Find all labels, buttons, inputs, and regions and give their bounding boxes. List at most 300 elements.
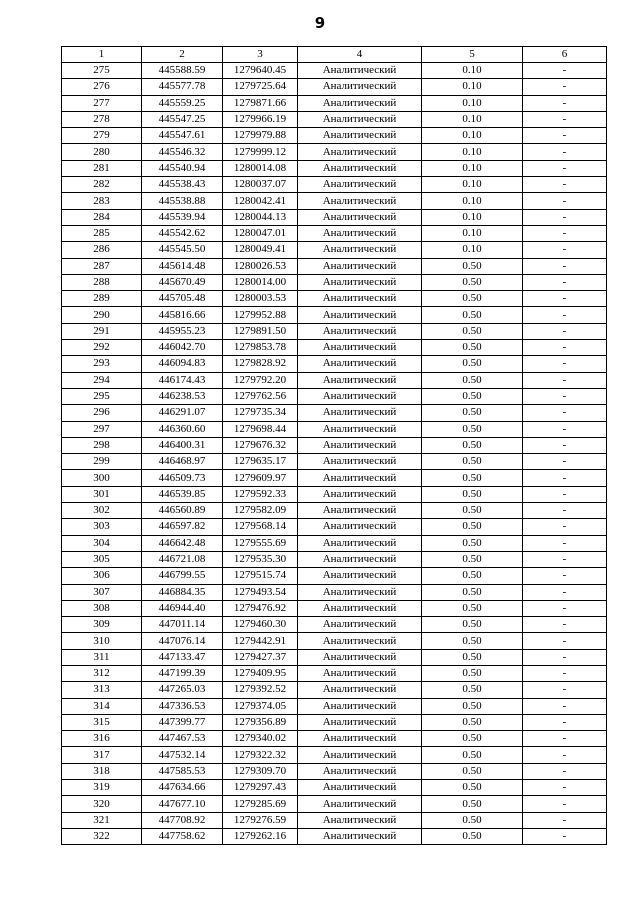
- point-number-cell: 293: [62, 356, 142, 372]
- x-coordinate-cell: 446360.60: [142, 421, 223, 437]
- point-number-cell: 283: [62, 193, 142, 209]
- point-number-cell: 319: [62, 780, 142, 796]
- y-coordinate-cell: 1279309.70: [223, 763, 298, 779]
- y-coordinate-cell: 1280014.00: [223, 274, 298, 290]
- method-cell: Аналитический: [298, 388, 422, 404]
- method-cell: Аналитический: [298, 160, 422, 176]
- description-cell: -: [523, 584, 607, 600]
- x-coordinate-cell: 445955.23: [142, 323, 223, 339]
- x-coordinate-cell: 446291.07: [142, 405, 223, 421]
- point-number-cell: 289: [62, 291, 142, 307]
- x-coordinate-cell: 445538.43: [142, 177, 223, 193]
- accuracy-cell: 0.50: [422, 682, 523, 698]
- table-row: [62, 682, 607, 698]
- description-cell: -: [523, 437, 607, 453]
- table-row: [62, 111, 607, 127]
- method-cell: Аналитический: [298, 796, 422, 812]
- description-cell: -: [523, 714, 607, 730]
- table-row: [62, 519, 607, 535]
- accuracy-cell: 0.50: [422, 258, 523, 274]
- method-cell: Аналитический: [298, 128, 422, 144]
- point-number-cell: 314: [62, 698, 142, 714]
- description-cell: -: [523, 503, 607, 519]
- accuracy-cell: 0.50: [422, 437, 523, 453]
- method-cell: Аналитический: [298, 812, 422, 828]
- y-coordinate-cell: 1279792.20: [223, 372, 298, 388]
- method-cell: Аналитический: [298, 144, 422, 160]
- accuracy-cell: 0.50: [422, 291, 523, 307]
- accuracy-cell: 0.50: [422, 340, 523, 356]
- x-coordinate-cell: 447265.03: [142, 682, 223, 698]
- description-cell: -: [523, 617, 607, 633]
- accuracy-cell: 0.50: [422, 600, 523, 616]
- table-row: [62, 665, 607, 681]
- point-number-cell: 320: [62, 796, 142, 812]
- y-coordinate-cell: 1279340.02: [223, 731, 298, 747]
- table-row: [62, 551, 607, 567]
- point-number-cell: 311: [62, 649, 142, 665]
- description-cell: -: [523, 63, 607, 79]
- x-coordinate-cell: 446597.82: [142, 519, 223, 535]
- x-coordinate-cell: 445540.94: [142, 160, 223, 176]
- description-cell: -: [523, 111, 607, 127]
- point-number-cell: 307: [62, 584, 142, 600]
- y-coordinate-cell: 1279635.17: [223, 454, 298, 470]
- table-row: [62, 388, 607, 404]
- description-cell: -: [523, 698, 607, 714]
- y-coordinate-cell: 1279442.91: [223, 633, 298, 649]
- point-number-cell: 303: [62, 519, 142, 535]
- table-row: [62, 747, 607, 763]
- accuracy-cell: 0.50: [422, 731, 523, 747]
- y-coordinate-cell: 1279698.44: [223, 421, 298, 437]
- table-row: [62, 63, 607, 79]
- description-cell: -: [523, 323, 607, 339]
- x-coordinate-cell: 447076.14: [142, 633, 223, 649]
- point-number-cell: 299: [62, 454, 142, 470]
- y-coordinate-cell: 1279999.12: [223, 144, 298, 160]
- description-cell: -: [523, 796, 607, 812]
- y-coordinate-cell: 1279285.69: [223, 796, 298, 812]
- table-row: [62, 828, 607, 844]
- accuracy-cell: 0.50: [422, 551, 523, 567]
- table-row: [62, 128, 607, 144]
- column-header: 6: [523, 47, 607, 63]
- accuracy-cell: 0.50: [422, 323, 523, 339]
- point-number-cell: 275: [62, 63, 142, 79]
- description-cell: -: [523, 535, 607, 551]
- accuracy-cell: 0.50: [422, 763, 523, 779]
- description-cell: -: [523, 274, 607, 290]
- x-coordinate-cell: 445705.48: [142, 291, 223, 307]
- column-header: 5: [422, 47, 523, 63]
- description-cell: -: [523, 242, 607, 258]
- point-number-cell: 318: [62, 763, 142, 779]
- description-cell: -: [523, 682, 607, 698]
- point-number-cell: 306: [62, 568, 142, 584]
- method-cell: Аналитический: [298, 95, 422, 111]
- accuracy-cell: 0.50: [422, 780, 523, 796]
- description-cell: -: [523, 568, 607, 584]
- table-row: [62, 649, 607, 665]
- description-cell: -: [523, 421, 607, 437]
- y-coordinate-cell: 1279297.43: [223, 780, 298, 796]
- x-coordinate-cell: 445614.48: [142, 258, 223, 274]
- method-cell: Аналитический: [298, 372, 422, 388]
- x-coordinate-cell: 447467.53: [142, 731, 223, 747]
- x-coordinate-cell: 446560.89: [142, 503, 223, 519]
- method-cell: Аналитический: [298, 617, 422, 633]
- x-coordinate-cell: 447708.92: [142, 812, 223, 828]
- description-cell: -: [523, 828, 607, 844]
- accuracy-cell: 0.50: [422, 796, 523, 812]
- y-coordinate-cell: 1280049.41: [223, 242, 298, 258]
- table-row: [62, 242, 607, 258]
- accuracy-cell: 0.50: [422, 405, 523, 421]
- x-coordinate-cell: 445577.78: [142, 79, 223, 95]
- y-coordinate-cell: 1280037.07: [223, 177, 298, 193]
- description-cell: -: [523, 209, 607, 225]
- x-coordinate-cell: 445545.50: [142, 242, 223, 258]
- point-number-cell: 280: [62, 144, 142, 160]
- x-coordinate-cell: 446721.08: [142, 551, 223, 567]
- accuracy-cell: 0.50: [422, 649, 523, 665]
- accuracy-cell: 0.50: [422, 568, 523, 584]
- method-cell: Аналитический: [298, 780, 422, 796]
- x-coordinate-cell: 447634.66: [142, 780, 223, 796]
- point-number-cell: 281: [62, 160, 142, 176]
- table-row: [62, 356, 607, 372]
- method-cell: Аналитический: [298, 274, 422, 290]
- description-cell: -: [523, 470, 607, 486]
- description-cell: -: [523, 307, 607, 323]
- description-cell: -: [523, 454, 607, 470]
- point-number-cell: 312: [62, 665, 142, 681]
- y-coordinate-cell: 1280042.41: [223, 193, 298, 209]
- method-cell: Аналитический: [298, 193, 422, 209]
- y-coordinate-cell: 1279568.14: [223, 519, 298, 535]
- accuracy-cell: 0.10: [422, 128, 523, 144]
- table-row: [62, 812, 607, 828]
- table-row: [62, 225, 607, 241]
- y-coordinate-cell: 1279356.89: [223, 714, 298, 730]
- description-cell: -: [523, 388, 607, 404]
- table-row: [62, 633, 607, 649]
- method-cell: Аналитический: [298, 486, 422, 502]
- method-cell: Аналитический: [298, 584, 422, 600]
- accuracy-cell: 0.50: [422, 307, 523, 323]
- method-cell: Аналитический: [298, 633, 422, 649]
- accuracy-cell: 0.10: [422, 225, 523, 241]
- table-row: [62, 698, 607, 714]
- page-number: 9: [314, 14, 326, 32]
- y-coordinate-cell: 1279276.59: [223, 812, 298, 828]
- description-cell: -: [523, 747, 607, 763]
- point-number-cell: 298: [62, 437, 142, 453]
- y-coordinate-cell: 1279828.92: [223, 356, 298, 372]
- description-cell: -: [523, 340, 607, 356]
- table-row: [62, 470, 607, 486]
- table-row: [62, 95, 607, 111]
- accuracy-cell: 0.10: [422, 79, 523, 95]
- description-cell: -: [523, 600, 607, 616]
- x-coordinate-cell: 447399.77: [142, 714, 223, 730]
- table-row: [62, 714, 607, 730]
- accuracy-cell: 0.50: [422, 470, 523, 486]
- y-coordinate-cell: 1279409.95: [223, 665, 298, 681]
- y-coordinate-cell: 1279262.16: [223, 828, 298, 844]
- method-cell: Аналитический: [298, 437, 422, 453]
- y-coordinate-cell: 1279725.64: [223, 79, 298, 95]
- x-coordinate-cell: 446884.35: [142, 584, 223, 600]
- accuracy-cell: 0.10: [422, 63, 523, 79]
- x-coordinate-cell: 446944.40: [142, 600, 223, 616]
- y-coordinate-cell: 1280003.53: [223, 291, 298, 307]
- x-coordinate-cell: 446174.43: [142, 372, 223, 388]
- description-cell: -: [523, 405, 607, 421]
- accuracy-cell: 0.10: [422, 160, 523, 176]
- x-coordinate-cell: 447677.10: [142, 796, 223, 812]
- table-row: [62, 780, 607, 796]
- accuracy-cell: 0.50: [422, 828, 523, 844]
- y-coordinate-cell: 1279493.54: [223, 584, 298, 600]
- y-coordinate-cell: 1280026.53: [223, 258, 298, 274]
- point-number-cell: 295: [62, 388, 142, 404]
- description-cell: -: [523, 649, 607, 665]
- table-row: [62, 763, 607, 779]
- method-cell: Аналитический: [298, 519, 422, 535]
- accuracy-cell: 0.50: [422, 421, 523, 437]
- table-row: [62, 600, 607, 616]
- accuracy-cell: 0.50: [422, 274, 523, 290]
- x-coordinate-cell: 445816.66: [142, 307, 223, 323]
- point-number-cell: 313: [62, 682, 142, 698]
- description-cell: -: [523, 780, 607, 796]
- method-cell: Аналитический: [298, 714, 422, 730]
- method-cell: Аналитический: [298, 340, 422, 356]
- method-cell: Аналитический: [298, 454, 422, 470]
- x-coordinate-cell: 447532.14: [142, 747, 223, 763]
- method-cell: Аналитический: [298, 535, 422, 551]
- accuracy-cell: 0.50: [422, 486, 523, 502]
- y-coordinate-cell: 1279392.52: [223, 682, 298, 698]
- table-row: [62, 421, 607, 437]
- x-coordinate-cell: 445588.59: [142, 63, 223, 79]
- description-cell: -: [523, 486, 607, 502]
- point-number-cell: 291: [62, 323, 142, 339]
- y-coordinate-cell: 1279460.30: [223, 617, 298, 633]
- point-number-cell: 279: [62, 128, 142, 144]
- y-coordinate-cell: 1279871.66: [223, 95, 298, 111]
- point-number-cell: 297: [62, 421, 142, 437]
- description-cell: -: [523, 225, 607, 241]
- point-number-cell: 292: [62, 340, 142, 356]
- point-number-cell: 286: [62, 242, 142, 258]
- table-row: [62, 796, 607, 812]
- x-coordinate-cell: 446539.85: [142, 486, 223, 502]
- y-coordinate-cell: 1279966.19: [223, 111, 298, 127]
- method-cell: Аналитический: [298, 568, 422, 584]
- table-body: [62, 47, 607, 845]
- y-coordinate-cell: 1279853.78: [223, 340, 298, 356]
- method-cell: Аналитический: [298, 242, 422, 258]
- method-cell: Аналитический: [298, 470, 422, 486]
- point-number-cell: 285: [62, 225, 142, 241]
- point-number-cell: 282: [62, 177, 142, 193]
- table-row: [62, 291, 607, 307]
- point-number-cell: 310: [62, 633, 142, 649]
- method-cell: Аналитический: [298, 698, 422, 714]
- accuracy-cell: 0.50: [422, 747, 523, 763]
- table-row: [62, 535, 607, 551]
- accuracy-cell: 0.10: [422, 209, 523, 225]
- table-row: [62, 617, 607, 633]
- description-cell: -: [523, 633, 607, 649]
- y-coordinate-cell: 1279515.74: [223, 568, 298, 584]
- y-coordinate-cell: 1280044.13: [223, 209, 298, 225]
- point-number-cell: 301: [62, 486, 142, 502]
- table-row: [62, 731, 607, 747]
- table-row: [62, 274, 607, 290]
- method-cell: Аналитический: [298, 731, 422, 747]
- point-number-cell: 300: [62, 470, 142, 486]
- point-number-cell: 277: [62, 95, 142, 111]
- description-cell: -: [523, 144, 607, 160]
- x-coordinate-cell: 446238.53: [142, 388, 223, 404]
- point-number-cell: 308: [62, 600, 142, 616]
- table-row: [62, 307, 607, 323]
- description-cell: -: [523, 372, 607, 388]
- description-cell: -: [523, 177, 607, 193]
- x-coordinate-cell: 447011.14: [142, 617, 223, 633]
- accuracy-cell: 0.50: [422, 665, 523, 681]
- description-cell: -: [523, 160, 607, 176]
- y-coordinate-cell: 1279592.33: [223, 486, 298, 502]
- point-number-cell: 317: [62, 747, 142, 763]
- description-cell: -: [523, 551, 607, 567]
- x-coordinate-cell: 445547.61: [142, 128, 223, 144]
- x-coordinate-cell: 445539.94: [142, 209, 223, 225]
- table-row: [62, 79, 607, 95]
- column-header: 2: [142, 47, 223, 63]
- method-cell: Аналитический: [298, 356, 422, 372]
- accuracy-cell: 0.50: [422, 617, 523, 633]
- y-coordinate-cell: 1279762.56: [223, 388, 298, 404]
- y-coordinate-cell: 1279322.32: [223, 747, 298, 763]
- table-row: [62, 144, 607, 160]
- method-cell: Аналитический: [298, 79, 422, 95]
- method-cell: Аналитический: [298, 600, 422, 616]
- method-cell: Аналитический: [298, 209, 422, 225]
- point-number-cell: 276: [62, 79, 142, 95]
- method-cell: Аналитический: [298, 258, 422, 274]
- y-coordinate-cell: 1279891.50: [223, 323, 298, 339]
- description-cell: -: [523, 812, 607, 828]
- table-row: [62, 209, 607, 225]
- method-cell: Аналитический: [298, 405, 422, 421]
- point-number-cell: 287: [62, 258, 142, 274]
- accuracy-cell: 0.10: [422, 144, 523, 160]
- description-cell: -: [523, 193, 607, 209]
- table-row: [62, 454, 607, 470]
- accuracy-cell: 0.50: [422, 356, 523, 372]
- y-coordinate-cell: 1279952.88: [223, 307, 298, 323]
- point-number-cell: 321: [62, 812, 142, 828]
- coordinates-table: [61, 46, 607, 845]
- method-cell: Аналитический: [298, 225, 422, 241]
- method-cell: Аналитический: [298, 323, 422, 339]
- column-header: 1: [62, 47, 142, 63]
- y-coordinate-cell: 1279374.05: [223, 698, 298, 714]
- accuracy-cell: 0.50: [422, 714, 523, 730]
- table-row: [62, 193, 607, 209]
- x-coordinate-cell: 447585.53: [142, 763, 223, 779]
- x-coordinate-cell: 446799.55: [142, 568, 223, 584]
- description-cell: -: [523, 128, 607, 144]
- point-number-cell: 284: [62, 209, 142, 225]
- description-cell: -: [523, 763, 607, 779]
- table-row: [62, 323, 607, 339]
- accuracy-cell: 0.50: [422, 519, 523, 535]
- method-cell: Аналитический: [298, 551, 422, 567]
- table-row: [62, 405, 607, 421]
- x-coordinate-cell: 446400.31: [142, 437, 223, 453]
- y-coordinate-cell: 1279640.45: [223, 63, 298, 79]
- table-row: [62, 568, 607, 584]
- point-number-cell: 309: [62, 617, 142, 633]
- accuracy-cell: 0.50: [422, 812, 523, 828]
- y-coordinate-cell: 1279555.69: [223, 535, 298, 551]
- column-header: 3: [223, 47, 298, 63]
- point-number-cell: 304: [62, 535, 142, 551]
- description-cell: -: [523, 258, 607, 274]
- accuracy-cell: 0.50: [422, 584, 523, 600]
- x-coordinate-cell: 447758.62: [142, 828, 223, 844]
- description-cell: -: [523, 79, 607, 95]
- point-number-cell: 278: [62, 111, 142, 127]
- table-row: [62, 177, 607, 193]
- description-cell: -: [523, 291, 607, 307]
- table-row: [62, 340, 607, 356]
- x-coordinate-cell: 447199.39: [142, 665, 223, 681]
- point-number-cell: 302: [62, 503, 142, 519]
- y-coordinate-cell: 1279979.88: [223, 128, 298, 144]
- table-header-row: [62, 47, 607, 63]
- method-cell: Аналитический: [298, 665, 422, 681]
- x-coordinate-cell: 445547.25: [142, 111, 223, 127]
- method-cell: Аналитический: [298, 747, 422, 763]
- x-coordinate-cell: 445542.62: [142, 225, 223, 241]
- table-row: [62, 584, 607, 600]
- method-cell: Аналитический: [298, 682, 422, 698]
- point-number-cell: 290: [62, 307, 142, 323]
- accuracy-cell: 0.50: [422, 454, 523, 470]
- x-coordinate-cell: 446042.70: [142, 340, 223, 356]
- point-number-cell: 316: [62, 731, 142, 747]
- description-cell: -: [523, 731, 607, 747]
- method-cell: Аналитический: [298, 421, 422, 437]
- method-cell: Аналитический: [298, 63, 422, 79]
- x-coordinate-cell: 445559.25: [142, 95, 223, 111]
- y-coordinate-cell: 1279735.34: [223, 405, 298, 421]
- point-number-cell: 305: [62, 551, 142, 567]
- x-coordinate-cell: 445538.88: [142, 193, 223, 209]
- method-cell: Аналитический: [298, 291, 422, 307]
- x-coordinate-cell: 446094.83: [142, 356, 223, 372]
- point-number-cell: 296: [62, 405, 142, 421]
- accuracy-cell: 0.10: [422, 177, 523, 193]
- method-cell: Аналитический: [298, 763, 422, 779]
